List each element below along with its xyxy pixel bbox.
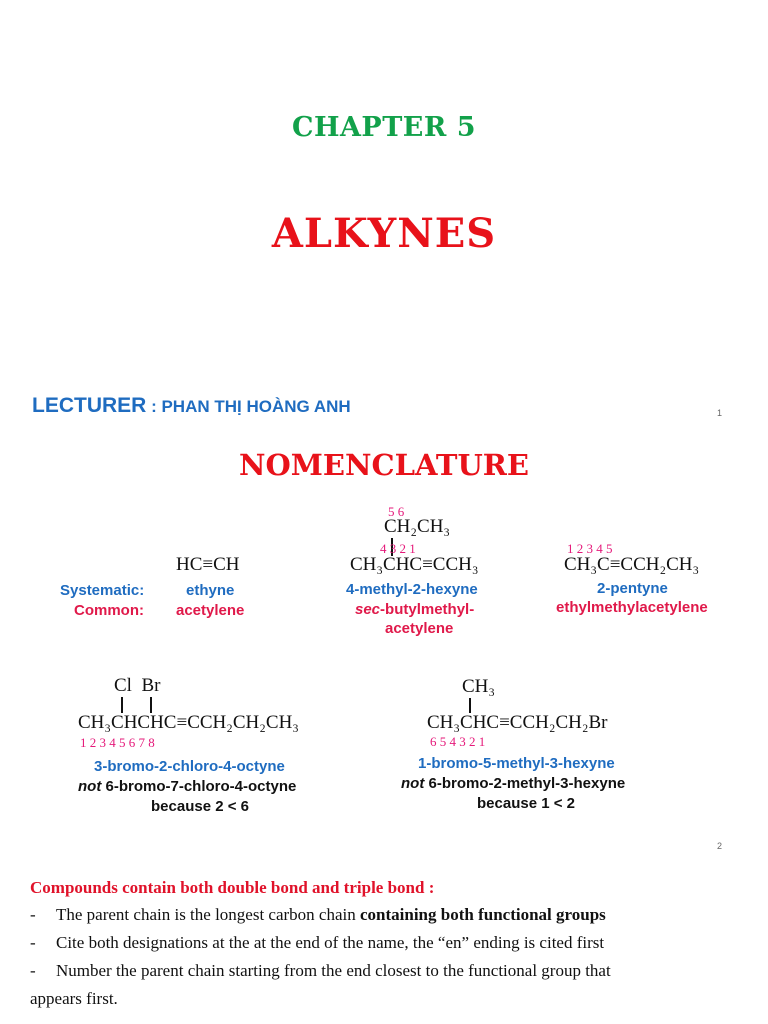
ethyne-systematic-name: ethyne [186,582,235,599]
ex4-bond-line-cl [121,697,123,713]
bullet-3-dash: - [30,961,36,980]
ex4-formula: CH₃CHCHC≡CCH₂CH₂CH₃ [78,712,299,733]
chapter-title: ALKYNES [271,210,497,257]
bullet-3-text: Number the parent chain starting from the end closest to the functional group that [56,961,611,980]
bullet-1 [30,905,744,925]
ex2-common-prefix: sec [355,601,381,618]
ex2-common-name [355,601,474,618]
ex5-reason: because 1 < 2 [477,795,575,812]
bullet-2-dash: - [30,933,36,952]
section-heading: Compounds contain both double bond and triple bond : [30,878,435,897]
ex2-chain-numbers: 4 3 2 1 [380,541,416,556]
ex5-not-word: not [401,775,425,792]
bullet-3 [30,961,744,981]
nomenclature-heading: NOMENCLATURE [239,448,529,482]
lecturer-line [32,394,351,418]
lecturer-label: LECTURER [32,394,147,417]
ex2-branch: CH₂CH₃ [384,516,451,537]
ex5-formula: CH₃CHC≡CCH₂CH₂Br [427,712,608,733]
lecturer-name: PHAN THỊ HOÀNG ANH [161,397,351,416]
ex4-wrong-name [78,778,296,795]
ex3-systematic-name: 2-pentyne [597,580,668,597]
ex4-reason: because 2 < 6 [151,798,249,815]
ex3-common-name: ethylmethylacetylene [556,599,708,616]
ex2-branch-numbers: 5 6 [388,504,405,519]
bullet-2-text: Cite both designations at the at the end of the name, the “en” ending is cited first [56,933,605,952]
bullet-1-text: The parent chain is the longest carbon chain [56,905,360,924]
ex5-wrong-name [401,775,625,792]
ex4-bond-line-br [150,697,152,713]
bullet-1-dash: - [30,905,36,924]
ex5-bond-line [469,698,471,713]
ethyne-common-name: acetylene [176,602,245,619]
ex2-common-rest: -butylmethyl- [380,601,475,618]
ex2-common-line2: acetylene [385,620,454,637]
page-number-1: 1 [717,408,723,418]
ex4-wrong-rest: 6-bromo-7-chloro-4-octyne [101,778,297,795]
common-label: Common: [74,602,144,619]
ex4-correct-name: 3-bromo-2-chloro-4-octyne [94,758,285,775]
ex5-wrong-rest: 6-bromo-2-methyl-3-hexyne [424,775,626,792]
ex4-substituents: Cl Br [114,675,161,696]
ex5-substituent: CH₃ [462,676,496,697]
ex2-formula: CH₃CHC≡CCH₃ [350,554,479,575]
page-number-2: 2 [717,841,723,851]
ex4-not-word: not [78,778,102,795]
bullet-3-continuation: appears first. [30,989,118,1008]
ex3-numbers: 1 2 3 4 5 [567,541,613,556]
ethyne-formula: HC≡CH [176,554,240,575]
systematic-label: Systematic: [60,582,145,599]
bullet-1-bold: containing both functional groups [360,905,606,924]
lecturer-separator: : [146,397,162,416]
ex5-correct-name: 1-bromo-5-methyl-3-hexyne [418,755,615,772]
ex2-systematic-name: 4-methyl-2-hexyne [346,581,478,598]
ex4-numbers: 1 2 3 4 5 6 7 8 [80,735,155,750]
ex3-formula: CH₃C≡CCH₂CH₃ [564,554,700,575]
chapter-label: CHAPTER 5 [291,112,477,143]
ex5-numbers: 6 5 4 3 2 1 [430,734,486,749]
bullet-2 [30,933,744,953]
